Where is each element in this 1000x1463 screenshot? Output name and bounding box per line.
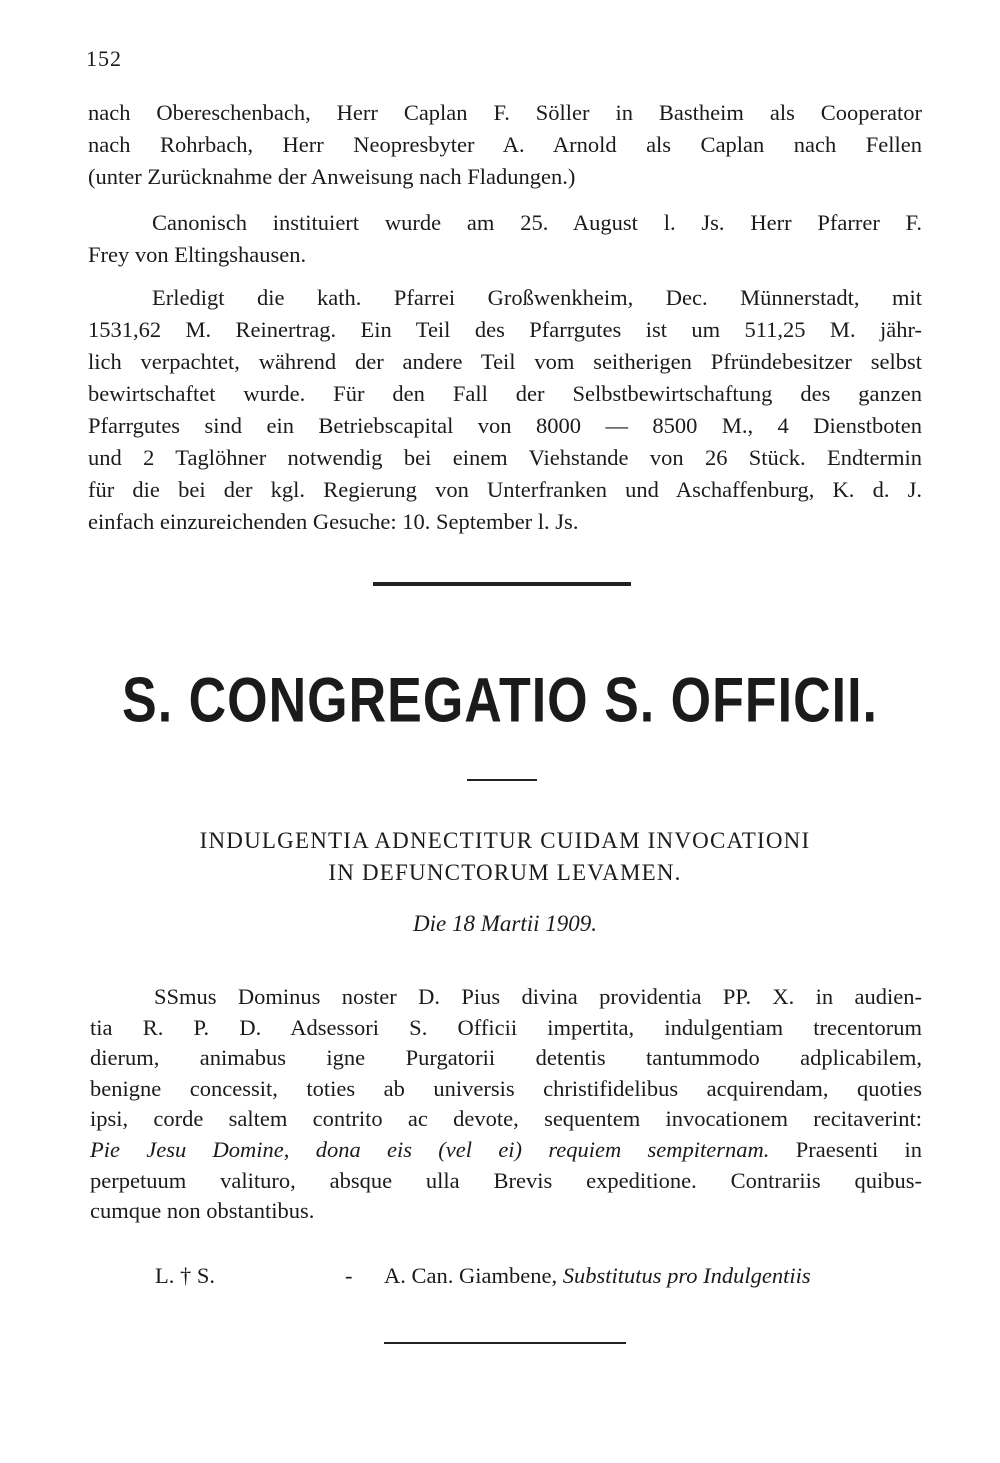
title-divider xyxy=(467,779,537,781)
text-line: dierum, animabus igne Purgatorii detentis tantummodo adplicabilem, xyxy=(90,1045,922,1071)
text-line: cumque non obstantibus. xyxy=(90,1198,315,1224)
text-line: Frey von Eltingshausen. xyxy=(88,242,307,267)
german-text-block xyxy=(88,282,922,538)
invocation-text: Pie Jesu Domine, dona eis (vel ei) requiem sempiternam. xyxy=(90,1136,770,1162)
text-line: einfach einzureichenden Gesuche: 10. September l. Js. xyxy=(88,509,579,534)
congregation-title: S. CONGREGATIO S. OFFICII. xyxy=(122,665,878,736)
text-line: für die bei der kgl. Regierung von Unterfranken und Aschaffenburg, K. d. J. xyxy=(88,477,922,502)
section-divider-thick xyxy=(373,582,631,586)
text-line: 1531,62 M. Reinertrag. Ein Teil des Pfarrgutes ist um 511,25 M. jähr- xyxy=(88,317,922,342)
german-text-block xyxy=(88,207,922,271)
signer-title: Substitutus pro Indulgentiis xyxy=(562,1263,811,1288)
footer-divider xyxy=(384,1342,626,1344)
german-text-block xyxy=(88,97,922,193)
signature-separator: - xyxy=(345,1263,353,1288)
text-line: benigne concessit, toties ab universis christifidelibus acquirendam, quoties xyxy=(90,1075,922,1101)
text-line: SSmus Dominus noster D. Pius divina providentia PP. X. in audien- xyxy=(154,984,922,1009)
text-line: nach Rohrbach, Herr Neopresbyter A. Arnold als Caplan nach Fellen xyxy=(88,132,922,157)
text-line: tia R. P. D. Adsessori S. Officii impertita, indulgentiam trecentorum xyxy=(90,1014,922,1040)
signer xyxy=(384,1263,811,1289)
decree-heading-line: INDULGENTIA ADNECTITUR CUIDAM INVOCATIONI xyxy=(199,828,811,853)
signer-name: A. Can. Giambene, xyxy=(384,1263,558,1288)
invocation-tail: Praesenti in xyxy=(795,1136,922,1162)
text-line xyxy=(90,1135,922,1166)
text-line: Erledigt die kath. Pfarrei Großwenkheim, Dec. Münnerstadt, mit xyxy=(152,285,922,310)
decree-body xyxy=(90,982,922,1227)
text-line: Pfarrgutes sind ein Betriebscapital von 8000 — 8500 M., 4 Dienstboten xyxy=(88,413,922,438)
decree-heading xyxy=(0,825,1000,889)
text-line: ipsi, corde saltem contrito ac devote, sequentem invocationem recitaverint: xyxy=(90,1106,922,1132)
text-line: und 2 Taglöhner notwendig bei einem Viehstande von 26 Stück. Endtermin xyxy=(88,445,922,470)
decree-heading-line: IN DEFUNCTORUM LEVAMEN. xyxy=(328,860,682,885)
text-line: Canonisch instituiert wurde am 25. August l. Js. Herr Pfarrer F. xyxy=(152,210,922,235)
text-line: nach Obereschenbach, Herr Caplan F. Söller in Bastheim als Cooperator xyxy=(88,100,922,125)
text-line: lich verpachtet, während der andere Teil vom seitherigen Pfründebesitzer selbst xyxy=(88,349,922,374)
page-number: 152 xyxy=(86,46,122,71)
text-line: bewirtschaftet wurde. Für den Fall der Selbstbewirtschaftung des ganzen xyxy=(88,381,922,406)
seal-mark: L. † S. xyxy=(155,1263,216,1288)
text-line: perpetuum valituro, absque ulla Brevis expeditione. Contrariis quibus- xyxy=(90,1167,922,1193)
decree-date: Die 18 Martii 1909. xyxy=(413,911,597,936)
text-line: (unter Zurücknahme der Anweisung nach Fladungen.) xyxy=(88,164,576,189)
